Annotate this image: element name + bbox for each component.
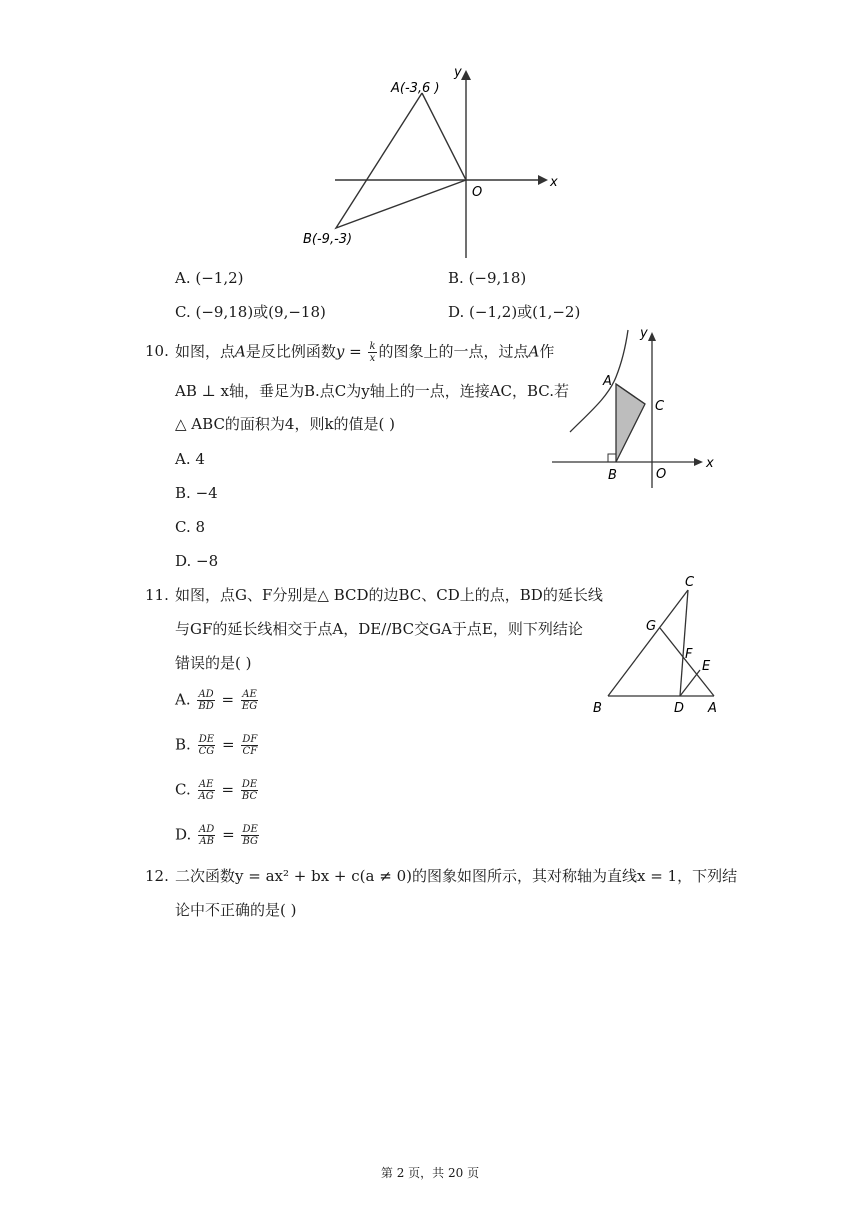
q11-label-C: C [685, 575, 695, 590]
fraction [241, 689, 258, 712]
option-letter: B. [175, 484, 191, 502]
q11-line1: 如图，点G、F分别是△ BCD的边BC、CD上的点，BD的延长线 [175, 586, 603, 604]
q11-line3: 错误的是( ) [175, 654, 252, 672]
q9-label-A: A(-3,6 ) [391, 81, 440, 96]
q9-option-c [175, 302, 326, 322]
q10-label-C: C [655, 399, 665, 414]
q9-label-x: x [550, 175, 558, 190]
q11-figure [590, 568, 730, 720]
q11-label-D: D [674, 701, 685, 716]
q12-line1: 二次函数y = ax² + bx + c(a ≠ 0)的图象如图所示，其对称轴为直线x = 1，下列结 [175, 867, 738, 885]
fraction [198, 824, 215, 847]
option-letter: C. [175, 780, 191, 799]
q10-option-d [175, 551, 218, 571]
q10-fraction [368, 341, 376, 364]
q10-text: 是反比例函数 [245, 342, 336, 361]
q12-number: 12. [145, 867, 169, 885]
fraction-denominator: BD [198, 701, 214, 712]
q10-line2: AB ⊥ x轴，垂足为B.点C为y轴上的一点，连接AC，BC.若 [175, 382, 570, 400]
option-letter: A. [175, 450, 191, 468]
q11-number: 11. [145, 586, 169, 604]
q11-option-a [175, 689, 260, 712]
option-text: 4 [195, 450, 205, 468]
fraction-numerator: DF [242, 734, 258, 745]
q11-option-b [175, 734, 260, 757]
q10-var: A [235, 342, 246, 361]
fraction-numerator: DE [198, 734, 215, 745]
option-text: 8 [195, 518, 206, 536]
fraction-numerator: AD [199, 824, 215, 835]
q10-line1 [175, 341, 554, 364]
q10-label-A: A [603, 374, 612, 389]
option-letter: A. [175, 269, 191, 287]
q10-var: A [528, 342, 540, 361]
q10-text: 作 [539, 342, 555, 361]
q9-label-O: O [472, 185, 483, 200]
q10-option-b [175, 483, 218, 503]
fraction [197, 689, 214, 712]
fraction-numerator: DE [242, 824, 258, 835]
q10-line3: △ ABC的面积为4，则k的值是( ) [175, 415, 396, 433]
fraction [241, 824, 259, 847]
q11-option-c [175, 779, 260, 802]
q10-eq: = [344, 342, 367, 361]
q9-label-y: y [454, 65, 462, 80]
option-letter: C. [175, 518, 191, 536]
q9-option-b [448, 268, 526, 288]
q9-option-a [175, 268, 244, 288]
q10-option-c [175, 517, 205, 537]
option-letter: C. [175, 303, 191, 321]
q11-label-E: E [702, 659, 711, 674]
option-text: (−1,2) [195, 269, 244, 287]
option-text: (−9,18)或(9,−18) [195, 303, 326, 321]
q10-label-y: y [640, 326, 648, 341]
q10-number: 10. [145, 342, 169, 360]
q11-option-d [175, 824, 261, 847]
fraction-denominator: CG [198, 746, 215, 757]
fraction [198, 779, 215, 802]
q10-text: 如图，点 [175, 342, 236, 361]
q11-label-A: A [708, 701, 717, 716]
option-letter: B. [448, 269, 464, 287]
q12-line2: 论中不正确的是( ) [175, 901, 297, 919]
option-letter: B. [175, 735, 191, 754]
fraction-denominator: EG [241, 701, 258, 712]
option-text: −8 [196, 552, 219, 570]
q10-label-B: B [608, 468, 617, 483]
q11-label-F: F [685, 647, 693, 662]
fraction-denominator: CF [242, 746, 258, 757]
equals-sign: = [221, 690, 235, 709]
q10-text: 的图象上的一点，过点 [378, 342, 529, 361]
fraction-numerator: k [369, 341, 376, 352]
option-letter: D. [175, 552, 192, 570]
q10-option-a [175, 449, 205, 469]
q11-label-B: B [593, 701, 602, 716]
option-letter: D. [448, 303, 465, 321]
option-text: −4 [195, 484, 218, 502]
fraction-numerator: DE [241, 779, 258, 790]
q10-figure [550, 322, 730, 492]
option-letter: D. [175, 825, 192, 844]
equals-sign: = [222, 735, 235, 754]
q9-figure [300, 60, 570, 265]
fraction-numerator: AE [198, 779, 214, 790]
fraction-denominator: AB [199, 836, 214, 847]
q10-var: y [335, 342, 345, 361]
fraction-denominator: BC [241, 791, 258, 802]
q11-line2: 与GF的延长线相交于点A，DE//BC交GA于点E，则下列结论 [175, 620, 583, 638]
option-text: (−9,18) [468, 269, 527, 287]
q9-option-d [448, 302, 580, 322]
option-text: (−1,2)或(1,−2) [469, 303, 581, 321]
q10-label-O: O [656, 467, 667, 482]
fraction-numerator: AD [198, 689, 214, 700]
fraction [241, 779, 258, 802]
fraction-denominator: AG [198, 791, 214, 802]
fraction [198, 734, 216, 757]
fraction [241, 734, 258, 757]
fraction-numerator: AE [242, 689, 257, 700]
q11-label-G: G [646, 619, 657, 634]
q9-label-B: B(-9,-3) [303, 232, 353, 247]
equals-sign: = [222, 825, 235, 844]
fraction-denominator: BG [242, 836, 258, 847]
page-footer: 第 2 页，共 20 页 [380, 1166, 480, 1180]
fraction-denominator: x [369, 353, 376, 364]
q10-label-x: x [706, 456, 714, 471]
equals-sign: = [221, 780, 235, 799]
option-letter: A. [175, 690, 191, 709]
